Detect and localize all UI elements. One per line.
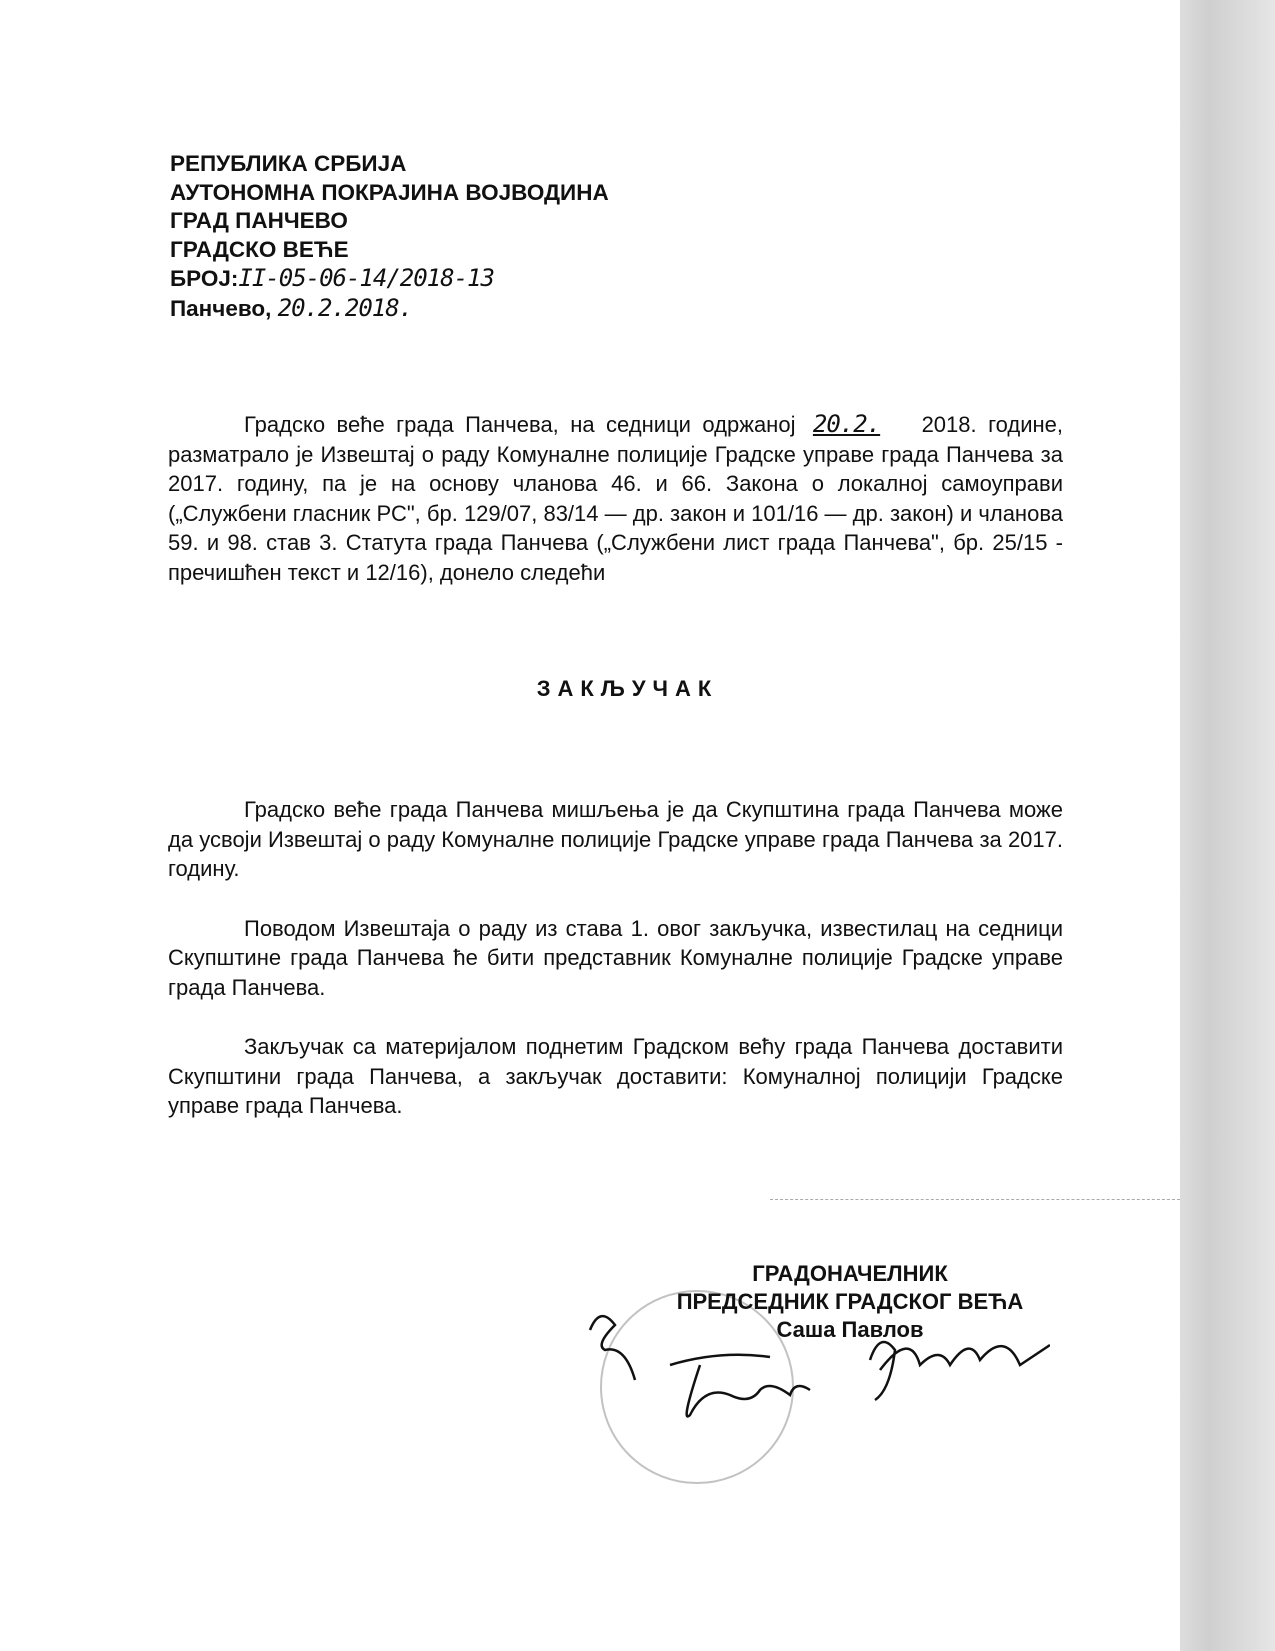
document-header (170, 150, 609, 323)
header-line: ГРАДСКО ВЕЋЕ (170, 236, 349, 262)
paragraph: Поводом Извештаја о раду из става 1. овог закључка, известилац на седници Скупштине града Панчева ће бити представник Комуналне полиције Градске управе града Панчева. (168, 915, 1063, 1000)
handwritten-signature (570, 1290, 1050, 1430)
scan-artifact-line (770, 1199, 1180, 1200)
scan-edge (1180, 0, 1275, 1651)
document-number: БРОЈ:II-05-06-14/2018-13 (170, 264, 494, 292)
paragraph: Закључак са материјалом поднетим Градском већу града Панчева доставити Скупштини града Панчева, а закључак доставити: Комуналној полицији Градске управе града Панчева. (168, 1034, 1063, 1118)
handwritten-session-date: 20.2. (812, 410, 881, 438)
intro-paragraph: Градско веће града Панчева, на седници одржаној 20.2. 2018. године, разматрало је Извештај о раду Комуналне полиције Градске управе града Панчева за 2017. годину, па је на основу чланова 46. и 66. Закона о локалној самоуправи („Службени гласник РС", бр. 129/07, 83/14 — др. закон и 101/16 — др. закон) и чланова 59. и 98. став 3. Статута града Панчева („Службени лист града Панчева", бр. 25/15 - пречишћен текст и 12/16), донело следећи (168, 410, 1063, 585)
document-title: ЗАКЉУЧАК (536, 676, 719, 701)
conclusion-body (168, 795, 1063, 1121)
header-line: ГРАД ПАНЧЕВО (170, 208, 348, 233)
paragraph: Градско веће града Панчева мишљења је да Скупштина града Панчева може да усвоји Извештај о раду Комуналне полиције Градске управе града Панчева за 2017. годину. (168, 797, 1063, 881)
header-line: РЕПУБЛИКА СРБИЈА (170, 151, 407, 176)
signature-block: ГРАДОНАЧЕЛНИК ПРЕДСЕДНИК ГРАДСКОГ ВЕЋА Саша Павлов (676, 1261, 1024, 1342)
handwritten-number: II-05-06-14/2018-13 (238, 264, 494, 292)
handwritten-date: 20.2.2018. (277, 293, 413, 322)
header-line: АУТОНОМНА ПОКРАЈИНА ВОЈВОДИНА (170, 179, 609, 205)
document-place-date: Панчево, 20.2.2018. (170, 293, 413, 322)
